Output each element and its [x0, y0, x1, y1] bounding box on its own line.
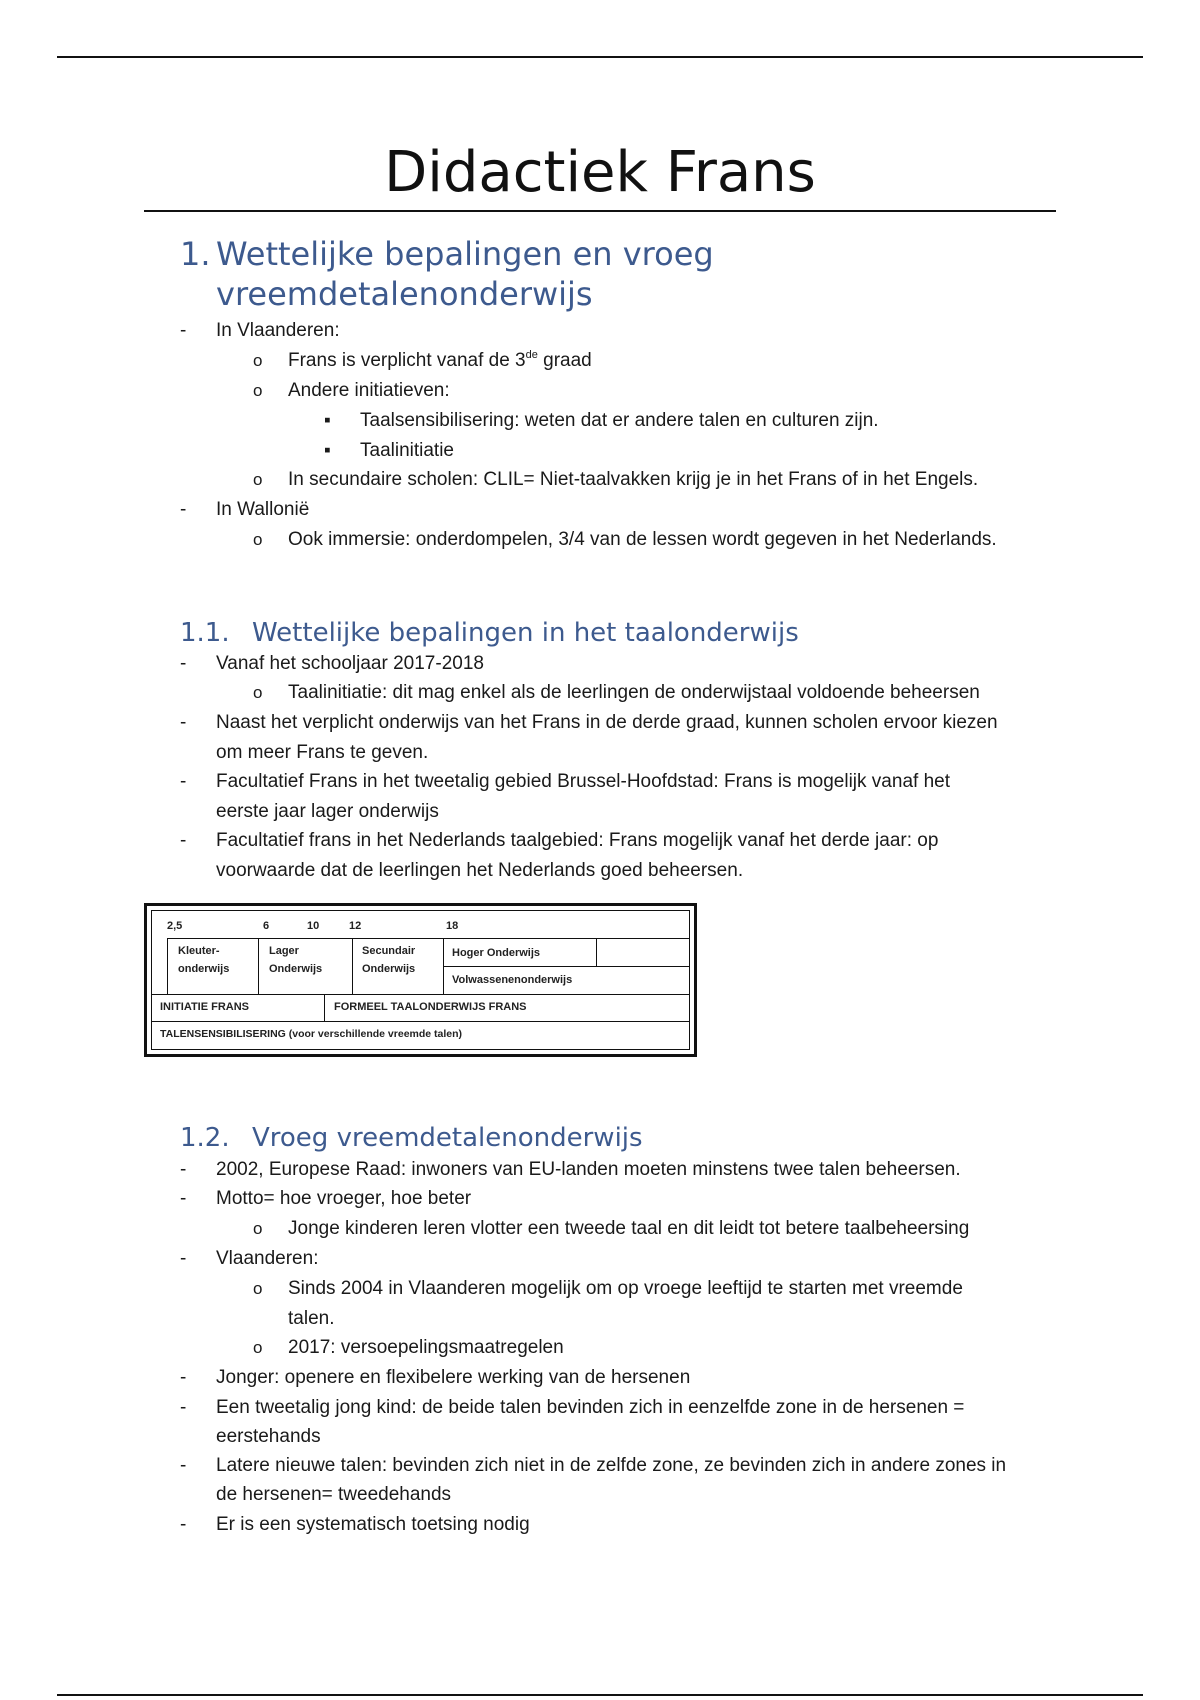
list-item: Vlaanderen:	[216, 1248, 319, 1269]
list-item: Jonger: openere en flexibelere werking van de hersenen	[216, 1367, 691, 1388]
dash-bullet: -	[180, 1159, 187, 1180]
list-item: Taalsensibilisering: weten dat er andere talen en culturen zijn.	[360, 410, 879, 431]
list-item-continuation: eerste jaar lager onderwijs	[216, 801, 439, 822]
cell-text: Lager	[269, 945, 299, 957]
cell-text: Kleuter-	[178, 945, 220, 957]
list-item: Andere initiatieven:	[288, 380, 450, 401]
circle-bullet: o	[253, 351, 263, 370]
list-item-continuation: eerstehands	[216, 1426, 321, 1447]
age-label: 12	[349, 920, 362, 932]
footer-rule	[57, 1694, 1143, 1696]
cell-text: Hoger Onderwijs	[452, 947, 541, 959]
circle-bullet: o	[253, 470, 263, 489]
section-number: 1.1.	[180, 618, 230, 648]
list-item: 2002, Europese Raad: inwoners van EU-landen moeten minstens twee talen beheersen.	[216, 1159, 961, 1180]
grid-line	[152, 994, 689, 995]
list-item: Latere nieuwe talen: bevinden zich niet in de zelfde zone, ze bevinden zich in andere zones in	[216, 1455, 1007, 1476]
list-item-continuation: om meer Frans te geven.	[216, 742, 429, 763]
dash-bullet: -	[180, 1188, 187, 1209]
square-bullet: ▪	[324, 410, 331, 431]
section-number: 1.2.	[180, 1123, 230, 1153]
section-1-1-heading	[180, 616, 1060, 650]
list-item: Ook immersie: onderdompelen, 3/4 van de lessen wordt gegeven in het Nederlands.	[288, 529, 997, 550]
list-item: Facultatief Frans in het tweetalig gebied Brussel-Hoofdstad: Frans is mogelijk vanaf het	[216, 771, 950, 792]
section-number: 1.	[180, 235, 211, 273]
age-label: 2,5	[167, 920, 183, 932]
circle-bullet: o	[253, 381, 263, 400]
item-text: graad	[537, 350, 592, 371]
dash-bullet: -	[180, 1397, 187, 1418]
circle-bullet: o	[253, 530, 263, 549]
superscript: de	[525, 348, 538, 361]
school-timeline-figure	[144, 903, 697, 1057]
cell-text: Onderwijs	[362, 963, 416, 975]
circle-bullet: o	[253, 1219, 263, 1238]
grid-line	[167, 938, 689, 939]
age-label: 6	[263, 920, 270, 932]
item-text: Frans is verplicht vanaf de 3	[288, 350, 526, 371]
dash-bullet: -	[180, 712, 187, 733]
grid-line	[596, 938, 597, 966]
section-1-heading	[180, 234, 1060, 314]
list-item: Vanaf het schooljaar 2017-2018	[216, 653, 484, 674]
section-heading-line: Wettelijke bepalingen en vroeg	[216, 235, 714, 273]
circle-bullet: o	[253, 1279, 263, 1298]
age-label: 18	[446, 920, 459, 932]
section-heading-line: Wettelijke bepalingen in het taalonderwijs	[252, 618, 799, 648]
list-item: In secundaire scholen: CLIL= Niet-taalvakken krijg je in het Frans of in het Engels.	[288, 469, 979, 490]
circle-bullet: o	[253, 1338, 263, 1357]
list-item: Facultatief frans in het Nederlands taalgebied: Frans mogelijk vanaf het derde jaar: op	[216, 830, 939, 851]
list-item	[288, 348, 592, 374]
cell-text: onderwijs	[178, 963, 230, 975]
square-bullet: ▪	[324, 440, 331, 461]
list-item: Sinds 2004 in Vlaanderen mogelijk om op vroege leeftijd te starten met vreemde	[288, 1278, 963, 1299]
section-1-2-heading	[180, 1121, 1060, 1155]
circle-bullet: o	[253, 683, 263, 702]
grid-line	[352, 938, 353, 994]
dash-bullet: -	[180, 1514, 187, 1535]
list-item: Motto= hoe vroeger, hoe beter	[216, 1188, 472, 1209]
list-item: Een tweetalig jong kind: de beide talen bevinden zich in eenzelfde zone in de hersenen =	[216, 1397, 965, 1418]
grid-line	[258, 938, 259, 994]
cell-text: FORMEEL TAALONDERWIJS FRANS	[334, 1001, 527, 1013]
list-item: In Vlaanderen:	[216, 320, 340, 341]
section-heading-line: vreemdetalenonderwijs	[216, 275, 593, 313]
dash-bullet: -	[180, 499, 187, 520]
list-item: Jonge kinderen leren vlotter een tweede taal en dit leidt tot betere taalbeheersing	[288, 1218, 970, 1239]
grid-line	[167, 938, 168, 994]
dash-bullet: -	[180, 320, 187, 341]
grid-line	[152, 1021, 689, 1022]
cell-text: Onderwijs	[269, 963, 323, 975]
list-item: Taalinitiatie: dit mag enkel als de leerlingen de onderwijstaal voldoende beheersen	[288, 682, 980, 703]
list-item: In Wallonië	[216, 499, 310, 520]
age-label: 10	[307, 920, 320, 932]
list-item: Naast het verplicht onderwijs van het Frans in de derde graad, kunnen scholen ervoor kiezen	[216, 712, 998, 733]
list-item: Er is een systematisch toetsing nodig	[216, 1514, 530, 1535]
cell-text: Volwassenenonderwijs	[452, 974, 573, 986]
dash-bullet: -	[180, 1367, 187, 1388]
grid-line	[324, 994, 325, 1021]
dash-bullet: -	[180, 1248, 187, 1269]
grid-line	[443, 966, 689, 967]
dash-bullet: -	[180, 830, 187, 851]
section-heading-line: Vroeg vreemdetalenonderwijs	[252, 1123, 643, 1153]
cell-text: TALENSENSIBILISERING (voor verschillende vreemde talen)	[160, 1028, 463, 1040]
title-underline	[144, 210, 1056, 212]
list-item-continuation: voorwaarde dat de leerlingen het Nederlands goed beheersen.	[216, 860, 744, 881]
list-item-continuation: de hersenen= tweedehands	[216, 1484, 452, 1505]
document-title: Didactiek Frans	[384, 140, 816, 205]
dash-bullet: -	[180, 653, 187, 674]
list-item: Taalinitiatie	[360, 440, 454, 461]
figure-frame	[151, 910, 690, 1050]
dash-bullet: -	[180, 771, 187, 792]
header-rule	[57, 56, 1143, 58]
cell-text: Secundair	[362, 945, 416, 957]
cell-text: INITIATIE FRANS	[160, 1001, 250, 1013]
list-item-continuation: talen.	[288, 1308, 335, 1329]
dash-bullet: -	[180, 1455, 187, 1476]
list-item: 2017: versoepelingsmaatregelen	[288, 1337, 564, 1358]
